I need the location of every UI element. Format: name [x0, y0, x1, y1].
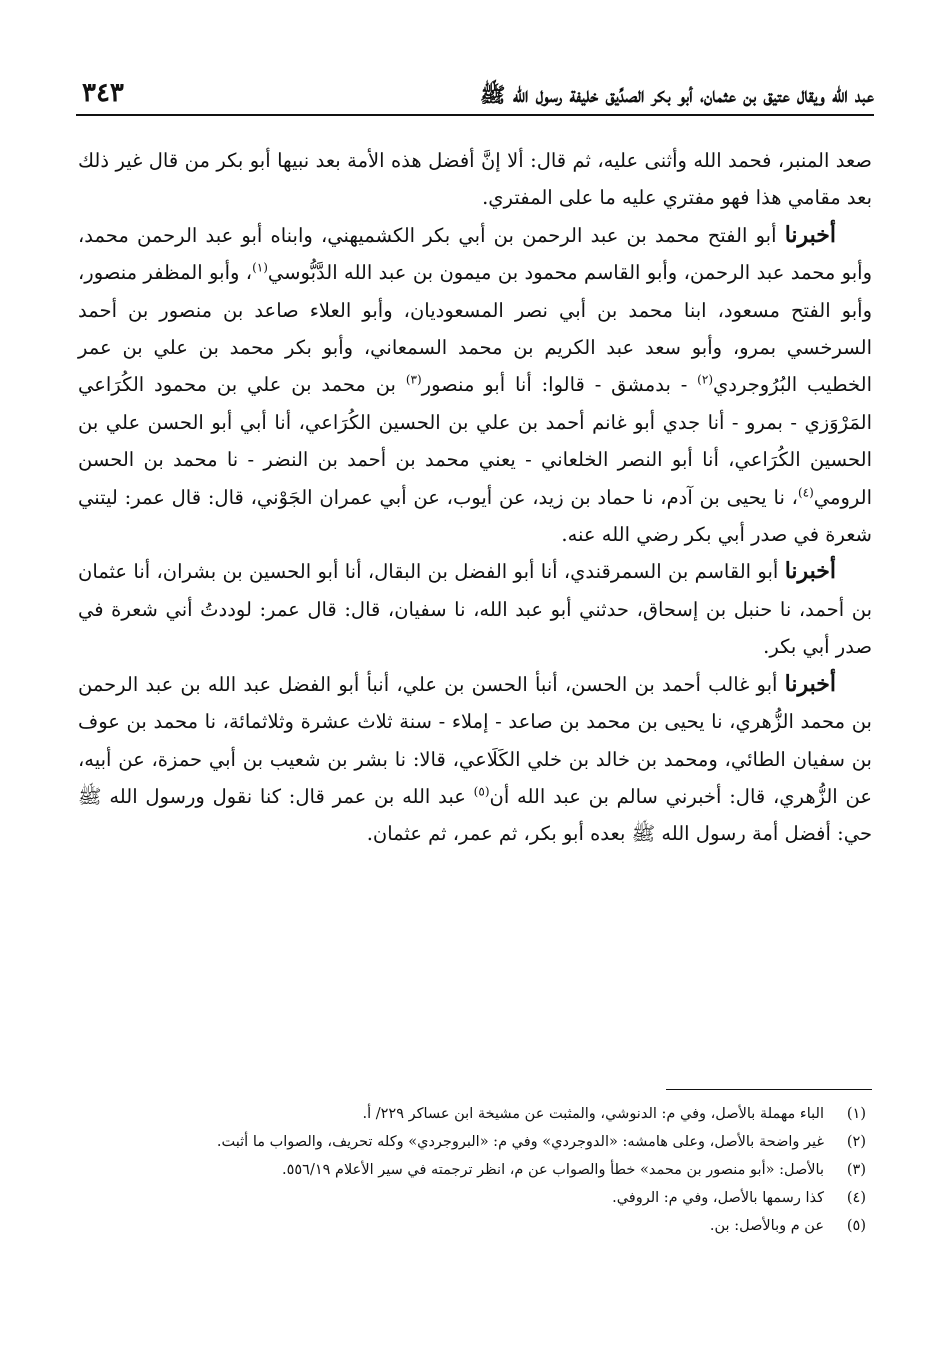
paragraph-text: صعد المنبر، فحمد الله وأثنى عليه، ثم قال: ألا إنَّ أفضل هذه الأمة بعد نبيها أبو بكر من قال غير ذلك بعد مقامي هذا فهو مفتري عليه ما على المفتري. [78, 149, 872, 210]
footnote-text: غير واضحة بالأصل، وعلى هامشه: «الدوجردي» وفي م: «البروجردي» وكله تحريف، والصواب ما أثبت. [216, 1134, 824, 1150]
footnote-2 [78, 1128, 866, 1156]
footnote-number: (٣) [846, 1162, 866, 1178]
footnote-ref-2[interactable]: (٢) [697, 372, 713, 387]
footnote-separator [666, 1089, 872, 1090]
paragraph-text: أبو القاسم بن السمرقندي، أنا أبو الفضل بن البقال، أنا أبو الحسين بن بشران، أنا عثمان بن أحمد، نا حنبل بن إسحاق، حدثني أبو عبد الله، نا سفيان، قال: قال عمر: لوددتُ أني شعرة في صدر أبي بكر. [78, 560, 872, 659]
footnote-text: بالأصل: «أبو منصور بن محمد» خطأ والصواب عن م، انظر ترجمته في سير الأعلام ٥٥٦/١٩. [282, 1162, 824, 1178]
paragraph-1 [78, 142, 872, 217]
paragraph-text: أبو الفتح محمد بن عبد الرحمن بن أبي بكر الكشميهني، وابناه أبو عبد الرحمن محمد، وأبو محمد عبد الرحمن، وأبو القاسم محمود بن ميمون بن عبد الله الدَّبُّوسي [78, 223, 872, 285]
footnotes [78, 1100, 866, 1240]
footnote-number: (٥) [846, 1218, 866, 1234]
lead-word: أخبرنا [784, 670, 836, 697]
footnote-4 [78, 1184, 866, 1212]
paragraph-text: ، نا يحيى بن آدم، نا حماد بن زيد، عن أيوب، عن أبي عمران الجَوْني، قال: قال عمر: ليتني شعرة في صدر أبي بكر رضي الله عنه. [78, 485, 872, 547]
footnote-text: عن م وبالأصل: بن. [709, 1218, 824, 1234]
paragraph-text: بن محمد بن علي بن محمود الكُرَاعي المَرْوَزي - بمرو - أنا جدي أبو غانم أحمد بن علي بن الحسين الكُرَاعي، أنا أبي أبو الحسن علي بن الحسين الكُرَاعي، أنا أبو النصر الخلعاني - يعني محمد بن أحمد بن النضر - نا محمد بن الحسن الرومي [78, 373, 872, 509]
footnote-ref-3[interactable]: (٣) [405, 372, 422, 387]
paragraph-3 [78, 553, 872, 665]
paragraph-text: ، وأبو المظفر منصور، وأبو الفتح مسعود، ابنا محمد بن أبي نصر المسعوديان، وأبو العلاء صاعد بن منصور بن أحمد السرخسي بمرو، وأبو سعد عبد الكريم بن محمد السمعاني، وأبو بكر محمد بن علي بن عمر الخطيب البُرُوجردي [78, 261, 872, 397]
paragraph-2 [78, 217, 872, 554]
running-header [76, 76, 874, 116]
paragraph-text: أبو غالب أحمد بن الحسن، أنبأ الحسن بن علي، أنبأ أبو الفضل عبد الله بن عبد الرحمن بن محمد الزُّهري، نا يحيى بن محمد بن صاعد - إملاء - سنة ثلاث عشرة وثلاثمائة، نا محمد بن عوف بن سفيان الطائي، ومحمد بن خالد بن خلي الكَلَاعي، قالا: نا بشر بن شعيب بن أبي حمزة، عن أبيه، عن الزُّهري، قال: أخبرني سالم بن عبد الله أن [78, 672, 872, 808]
footnote-ref-4[interactable]: (٤) [797, 485, 814, 500]
main-text [78, 142, 872, 1062]
footnote-text: كذا رسمها بالأصل، وفي م: الروفي. [612, 1190, 824, 1206]
paragraph-4 [78, 666, 872, 853]
paragraph-text: عبد الله بن عمر قال: كنا نقول ورسول الله ﷺ حي: أفضل أمة رسول الله ﷺ بعده أبو بكر، ثم عمر، ثم عثمان. [78, 784, 872, 846]
footnote-5 [78, 1212, 866, 1240]
footnote-3 [78, 1156, 866, 1184]
running-title: عبد الله ويقال عتيق بن عثمان، أبو بكر الصدِّيق خليفة رسول الله ﷺ [480, 82, 874, 107]
footnote-number: (٤) [846, 1190, 866, 1206]
page-number: ٣٤٣ [82, 78, 124, 108]
footnote-number: (٢) [846, 1134, 866, 1150]
footnote-number: (١) [846, 1106, 866, 1122]
footnote-1 [78, 1100, 866, 1128]
footnote-text: الباء مهملة بالأصل، وفي م: الدنوشي، والمثبت عن مشيخة ابن عساكر ٢٢٩/ أ. [362, 1106, 824, 1122]
footnote-ref-1[interactable]: (١) [252, 260, 268, 275]
footnote-ref-5[interactable]: (٥) [473, 784, 490, 799]
lead-word: أخبرنا [784, 558, 837, 585]
paragraph-text: - بدمشق - قالوا: أنا أبو منصور [421, 373, 698, 397]
lead-word: أخبرنا [784, 221, 837, 248]
